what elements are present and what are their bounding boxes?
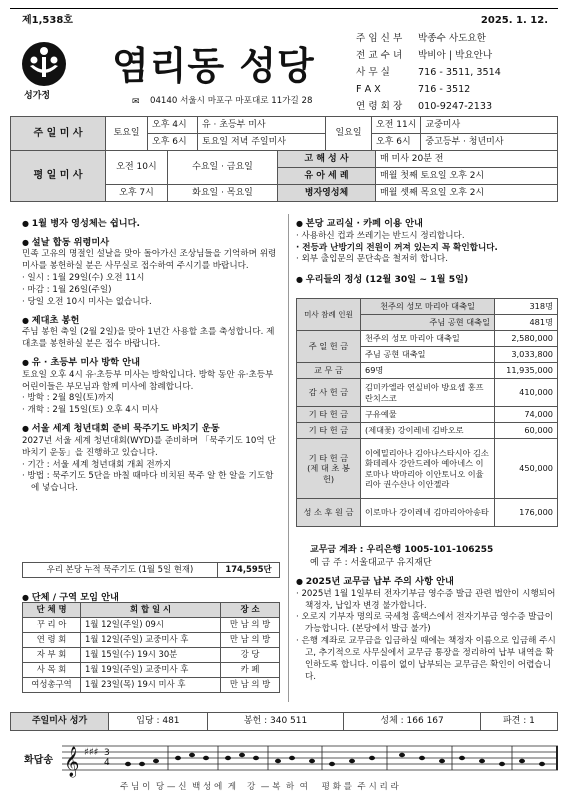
svg-text:𝄞: 𝄞 [64, 747, 80, 777]
info-label: 연 령 회 장 [356, 101, 403, 112]
parish-info: 주 임 신 부 박종수 사도요한 전 교 수 녀 박비아 | 박요안나 사 무 실 716 - 3511, 3514 F A X 716 - 3512 연 령 회 장 010-9247-2133 [356, 30, 556, 115]
weekday-mass-label: 평 일 미 사 [11, 151, 106, 202]
notice-body: 토요일 오후 4시 유·초등부 미사는 방학입니다. 방학 동안 유·초등부 어린이들은 부모님과 함께 미사에 참례합니다. [22, 369, 274, 392]
right-notice: ● 2025년 교무금 납부 주의 사항 안내 · 2025년 1월 1일부터 전자기부금 영수증 발급 관련 법안이 시행되어 책정자, 납입자 변경 불가합니다. · 오로지 기부자 명의로 국세청 홈택스에서 전자기부금 영수증 발급이 가능합니다. (본당에서 발급 불가) · 은행 계좌로 교무금을 입금하실 때에는 책정자 이름으로 입금해 주시고, 추기적으로 사무실에서 교무금 통장을 정리하여 납부 내역을 확인하도록 합니다. 이름이 없이 납부되는 교무금은 확인이 어렵습니다. [296, 576, 558, 684]
notice-title: ● 서울 세계 청년대회 준비 묵주기도 바치기 운동 [22, 423, 280, 436]
hymn-table: 주일미사 성가 입당 : 481 봉헌 : 340 511 성체 : 166 167 파견 : 1 [10, 712, 558, 731]
parish-logo-icon [20, 40, 68, 88]
table-row: 기 타 헌 금 (제 대 초 봉 헌) 이에밀리아나 김아나스타시아 김소화데레사 강안드레아 예아네스 이로마나 박마리아 이안토니오 이율리아 권수산나 이안젤라 450,000 [297, 439, 558, 499]
info-label: 전 교 수 녀 [356, 50, 403, 61]
sunday-mass-label: 주 일 미 사 [11, 117, 106, 151]
info-label: 주 임 신 부 [356, 33, 403, 44]
notice-title: ● 단체 / 구역 모임 안내 [22, 592, 119, 605]
info-label: 사 무 실 [356, 67, 390, 78]
issue-date: 2025. 1. 12. [480, 15, 548, 26]
issue-number: 제1,538호 [22, 15, 73, 26]
parish-title: 염리동 성당 [112, 44, 315, 88]
notice-body: 민족 고유의 명절인 설날을 맞아 돌아가신 조상님들을 기억하며 위령미사를 봉헌하실 분은 사무실로 접수하여 주시기를 바랍니다. [22, 249, 277, 272]
table-row: 미사 참례 인원 천주의 성모 마리아 대축일 318명 [297, 299, 558, 315]
table-row: 꾸 리 아 1월 12일(주일) 09시 만 남 의 방 [23, 618, 280, 633]
table-row: 기 타 헌 금 구유예물 74,000 [297, 407, 558, 423]
table-row: 기 타 헌 금 (제대꽃) 강이레네 김바오로 60,000 [297, 423, 558, 439]
table-row: 여성총구역 1월 23일(목) 19시 미사 후 만 남 의 방 [23, 678, 280, 693]
table-row: 성 소 후 원 금 이로마나 강이레네 김마리아아송타 176,000 [297, 499, 558, 527]
meetings-table: 단 체 명 회 합 일 시 장 소 꾸 리 아 1월 12일(주일) 09시 만 남 의 방 연 령 회 1월 12일(주일) 교중미사 후 만 남 의 방 자 부 회 1월 15일(수) 19시 30분 강 당 사 목 회 1월 19일(주일) 교중미사 후 카 페 여성총구역 1월 23일(목) 19시 미사 후 만 남 의 방 [22, 602, 280, 693]
weekday-mass-table: 평 일 미 사 오전 10시 수요일 · 금요일 고 해 성 사 매 미사 20분 전 유 아 세 례 매월 첫째 토요일 오후 2시 오후 7시 화요일 · 목요일 병자영성체 매월 셋째 목요일 오후 2시 [10, 150, 558, 202]
logo-caption: 성가정 [24, 91, 51, 101]
offerings-table [296, 298, 558, 527]
table-row: 주님 공현 대축일 481명 [297, 315, 558, 331]
notice-title: ● 2025년 교무금 납부 주의 사항 안내 [296, 576, 558, 589]
svg-text:4: 4 [104, 758, 110, 768]
envelope-icon: ✉ [132, 97, 140, 107]
rosary-count-table: 우리 본당 누적 묵주기도 (1월 5일 현재) 174,595단 [22, 562, 280, 578]
info-label: F A X [356, 84, 381, 95]
notice-body: 2027년 서울 세계 청년대회(WYD)를 준비하며 「묵주기도 10억 단 바치기 운동」을 진행하고 있습니다. [22, 435, 276, 458]
hymn-lyrics: 주 님 이 당 — 신 백 성 에 게 강 — 복 하 여 평 화 를 주 시 리 라 [120, 782, 399, 792]
notice-title: ● 유 · 초등부 미사 방학 안내 [22, 357, 280, 370]
mass-schedule-table: 주 일 미 사 토요일 오후 4시 유 · 초등부 미사 일요일 오전 11시 교중미사 오후 6시 토요일 저녁 주일미사 오후 6시 중고등부 · 청년미사 [10, 116, 558, 151]
notice-body: 주님 봉헌 축일 (2월 2일)을 맞아 1년간 사용할 초를 축성합니다. 제대초를 봉헌하실 분은 접수 바랍니다. [22, 327, 275, 350]
notice-title: ● 본당 교리실 · 카페 이용 안내 [296, 218, 558, 231]
left-column: ● 1월 병자 영성체는 쉽니다. ● 설날 합동 위령미사 민족 고유의 명절인 설날을 맞아 돌아가신 조상님들을 기억하며 위령미사를 봉헌하실 분은 사무실로 접수하여 주시기를 바랍니다. · 일시 : 1월 29일(수) 오전 11시 · 마감 : 1월 26일(주일) · 당일 오전 10시 미사는 없습니다. ● 제대초 봉헌 주님 봉헌 축일 (2월 2일)을 맞아 1년간 사용할 초를 축성합니다. 제대초를 봉헌하실 분은 접수 바랍니다. ● 유 · 초등부 미사 방학 안내 토요일 오후 4시 유·초등부 미사는 방학입니다. 방학 동안 유·초등부 어린이들은 부모님과 함께 미사에 참례합니다. · 방학 : 2월 8일(토)까지 · 개학 : 2월 15일(토) 오후 4시 미사 ● 서울 세계 청년대회 준비 묵주기도 바치기 운동 2027년 서울 세계 청년대회(WYD)를 준비하며 「묵주기도 10억 단 바치기 운동」을 진행하고 있습니다. · 기간 : 서울 세계 청년대회 개최 전까지 · 방법 : 묵주기도 5단을 바칠 때마다 비치된 묵주 알 한 알을 기도함에 넣습니다. [22, 218, 280, 495]
table-row: 연 령 회 1월 12일(주일) 교중미사 후 만 남 의 방 [23, 633, 280, 648]
table-row: 사 목 회 1월 19일(주일) 교중미사 후 카 페 [23, 663, 280, 678]
account-info: 교무금 계좌 : 우리은행 1005-101-106255 예 금 주 : 서울대교구 유지재단 [310, 545, 494, 568]
table-row: 교 무 금 69명 11,935,000 [297, 363, 558, 379]
address: 04140 서울시 마포구 마포대로 11가길 28 [150, 96, 313, 106]
music-staff-icon [62, 738, 558, 778]
svg-text:3: 3 [104, 748, 110, 758]
table-row: 감 사 헌 금 김미카엘라 연실비아 방요셉 홍프란치스코 410,000 [297, 379, 558, 407]
right-column: ● 본당 교리실 · 카페 이용 안내 · 사용하신 컵과 쓰레기는 반드시 정리합니다. · 전등과 난방기의 전원이 꺼져 있는지 꼭 확인합니다. · 외부 출입문의 문단속을 철저히 합니다. ● 우리들의 정성 (12월 30일 ~ 1월 5일) [296, 218, 558, 287]
svg-text:♯♯♯: ♯♯♯ [84, 747, 99, 758]
table-row: 주님 공현 대축일 3,033,800 [297, 347, 558, 363]
notice-title: ● 1월 병자 영성체는 쉽니다. [22, 218, 280, 231]
notice-title: ● 제대초 봉헌 [22, 315, 280, 328]
table-row: 주 일 헌 금 천주의 성모 마리아 대축일 2,580,000 [297, 331, 558, 347]
table-row: 자 부 회 1월 15일(수) 19시 30분 강 당 [23, 648, 280, 663]
responsorial-label: 화답송 [24, 755, 53, 766]
notice-title: ● 우리들의 정성 (12월 30일 ~ 1월 5일) [296, 274, 558, 287]
notice-title: ● 설날 합동 위령미사 [22, 237, 280, 250]
hymn-label: 주일미사 성가 [11, 713, 109, 731]
